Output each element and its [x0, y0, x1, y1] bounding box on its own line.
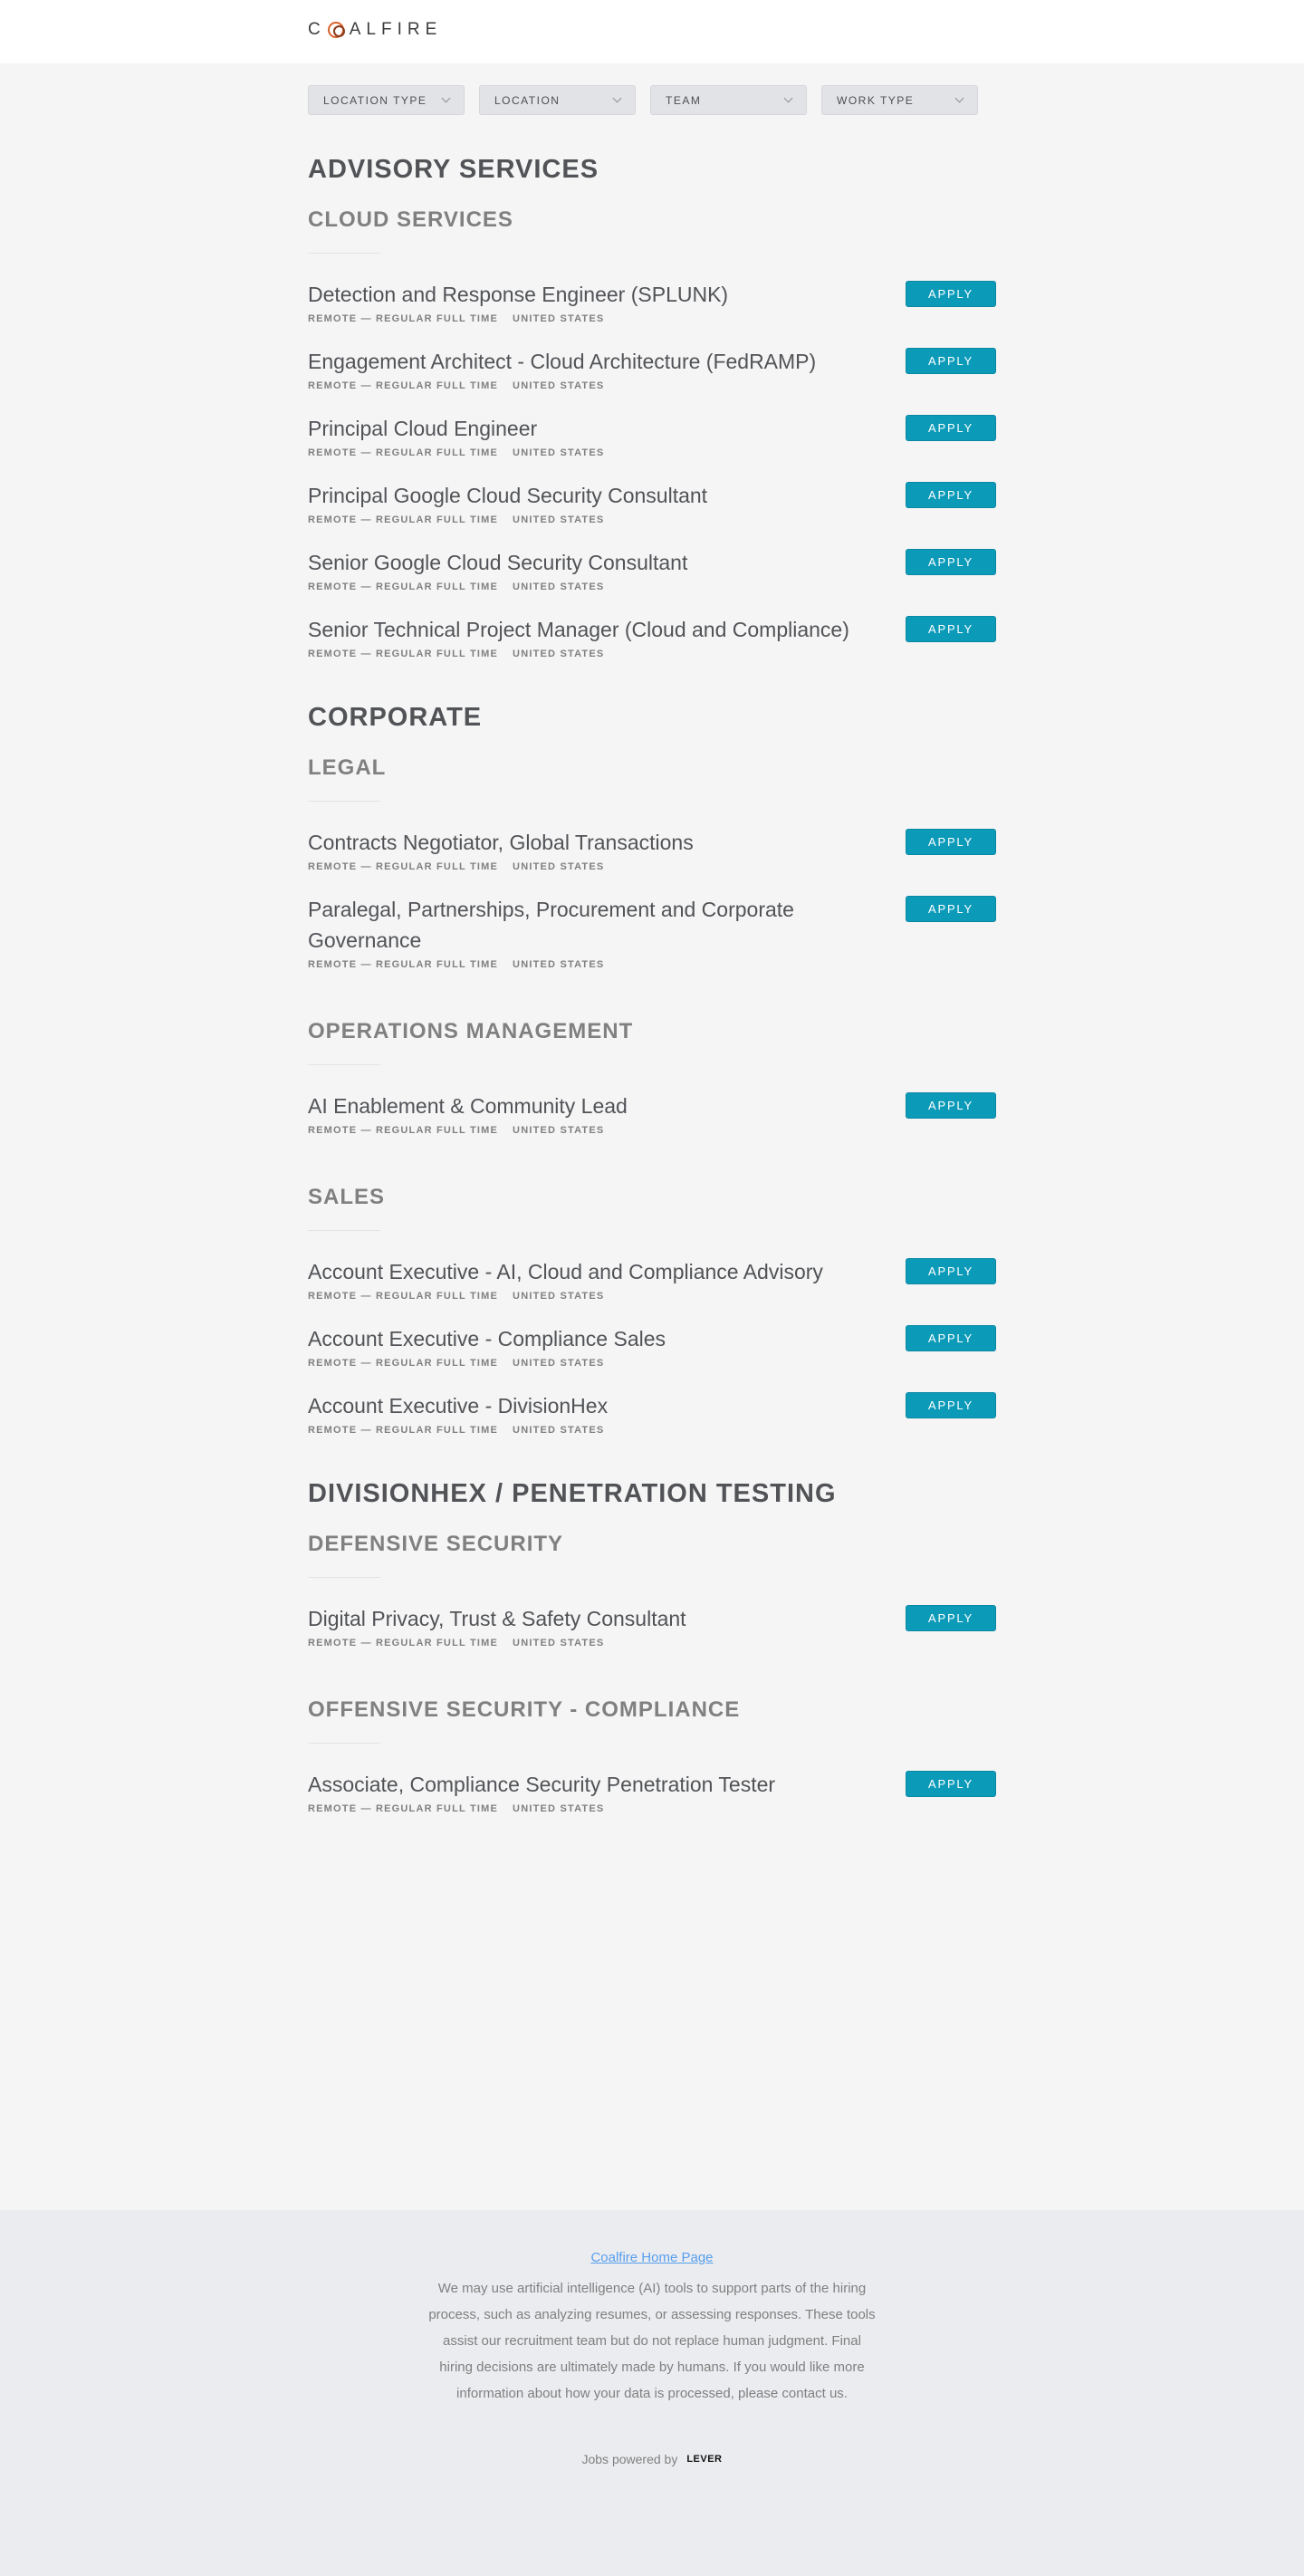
posting-location: UNITED STATES [513, 1638, 605, 1648]
page-header [0, 0, 1304, 63]
page-footer [0, 2210, 1304, 2576]
divider [308, 1743, 380, 1744]
team-heading: SALES [308, 1185, 386, 1209]
posting [308, 894, 996, 970]
posting-title[interactable]: Account Executive - DivisionHex [308, 1394, 609, 1418]
posting [308, 413, 996, 458]
apply-button[interactable]: APPLY [906, 1258, 996, 1284]
department-heading: CORPORATE [308, 703, 483, 732]
filter-label: TEAM [666, 93, 702, 107]
team-heading: LEGAL [308, 755, 387, 780]
lever-logo[interactable]: LEVER [686, 2454, 723, 2465]
posting-commitment: REMOTE — REGULAR FULL TIME [308, 1638, 499, 1648]
posting [308, 1256, 996, 1302]
posting-title[interactable]: Account Executive - Compliance Sales [308, 1327, 666, 1350]
logo-text-start: C [308, 20, 326, 39]
posting-location: UNITED STATES [513, 649, 605, 659]
apply-button[interactable]: APPLY [906, 482, 996, 508]
ai-disclaimer: We may use artificial intelligence (AI) tools to support parts of the hiring process, such as analyzing resumes, or assessing responses. These tools assist our recruitment team but do not replace human judgment. Final hiring decisions are ultimately made by humans. If you would like more information about how your data is processed, please contact us. [428, 2281, 876, 2401]
posting [308, 1091, 996, 1136]
filter-bar [308, 63, 996, 115]
filter-work-type[interactable] [821, 85, 978, 115]
posting-commitment: REMOTE — REGULAR FULL TIME [308, 1291, 499, 1302]
filter-location[interactable] [479, 85, 636, 115]
posting-commitment: REMOTE — REGULAR FULL TIME [308, 313, 499, 324]
posting-title[interactable]: Account Executive - AI, Cloud and Compliance Advisory [308, 1260, 823, 1283]
posting-meta [308, 1803, 996, 1814]
posting-meta [308, 1425, 996, 1436]
posting-title[interactable]: Detection and Response Engineer (SPLUNK) [308, 283, 729, 306]
posting-commitment: REMOTE — REGULAR FULL TIME [308, 582, 499, 592]
chevron-down-icon [784, 94, 793, 103]
posting-location: UNITED STATES [513, 582, 605, 592]
filter-label: LOCATION TYPE [323, 93, 427, 107]
team-heading: DEFENSIVE SECURITY [308, 1532, 564, 1556]
posting-commitment: REMOTE — REGULAR FULL TIME [308, 861, 499, 872]
divider [308, 801, 380, 802]
filter-team[interactable] [650, 85, 807, 115]
posting-title[interactable]: Associate, Compliance Security Penetration Tester [308, 1773, 776, 1796]
posting [308, 1390, 996, 1436]
apply-button[interactable]: APPLY [906, 1605, 996, 1631]
posting-meta [308, 649, 996, 659]
posting-title[interactable]: Paralegal, Partnerships, Procurement and Corporate Governance [308, 898, 794, 952]
posting-location: UNITED STATES [513, 514, 605, 525]
team-heading: OFFENSIVE SECURITY - COMPLIANCE [308, 1697, 741, 1722]
apply-button[interactable]: APPLY [906, 1092, 996, 1119]
divider [308, 253, 380, 254]
posting-meta [308, 1125, 996, 1136]
posting-location: UNITED STATES [513, 447, 605, 458]
posting-title[interactable]: Principal Google Cloud Security Consultant [308, 484, 708, 507]
posting [308, 346, 996, 391]
posting-location: UNITED STATES [513, 1358, 605, 1369]
posting-meta [308, 1638, 996, 1648]
apply-button[interactable]: APPLY [906, 1392, 996, 1418]
chevron-down-icon [955, 94, 964, 103]
team-heading: OPERATIONS MANAGEMENT [308, 1019, 634, 1043]
posting-commitment: REMOTE — REGULAR FULL TIME [308, 1803, 499, 1814]
apply-button[interactable]: APPLY [906, 415, 996, 441]
posting [308, 279, 996, 324]
posting-commitment: REMOTE — REGULAR FULL TIME [308, 380, 499, 391]
apply-button[interactable]: APPLY [906, 348, 996, 374]
filter-label: WORK TYPE [837, 93, 915, 107]
posting-meta [308, 514, 996, 525]
posting-title[interactable]: Senior Google Cloud Security Consultant [308, 551, 688, 574]
posting-commitment: REMOTE — REGULAR FULL TIME [308, 514, 499, 525]
posting-meta [308, 861, 996, 872]
posting-location: UNITED STATES [513, 1125, 605, 1136]
divider [308, 1230, 380, 1231]
posting-meta [308, 380, 996, 391]
department-heading: ADVISORY SERVICES [308, 155, 599, 184]
posting-meta [308, 313, 996, 324]
posting-title[interactable]: Digital Privacy, Trust & Safety Consultant [308, 1607, 686, 1630]
posting-location: UNITED STATES [513, 1425, 605, 1436]
filter-label: LOCATION [494, 93, 561, 107]
posting-meta [308, 1291, 996, 1302]
posting-commitment: REMOTE — REGULAR FULL TIME [308, 1425, 499, 1436]
postings-container [308, 63, 996, 1814]
posting-commitment: REMOTE — REGULAR FULL TIME [308, 959, 499, 970]
posting-meta [308, 582, 996, 592]
posting [308, 1603, 996, 1648]
chevron-down-icon [442, 94, 451, 103]
filter-location-type[interactable] [308, 85, 465, 115]
posting-commitment: REMOTE — REGULAR FULL TIME [308, 1125, 499, 1136]
posting-location: UNITED STATES [513, 861, 605, 872]
posting-commitment: REMOTE — REGULAR FULL TIME [308, 649, 499, 659]
posting-meta [308, 959, 996, 970]
department-heading: DIVISIONHEX / PENETRATION TESTING [308, 1479, 837, 1508]
posting-title[interactable]: AI Enablement & Community Lead [308, 1094, 628, 1118]
logo-ring-icon [328, 22, 344, 38]
apply-button[interactable]: APPLY [906, 281, 996, 307]
posting-location: UNITED STATES [513, 959, 605, 970]
posting [308, 827, 996, 872]
posting-meta [308, 1358, 996, 1369]
posting-commitment: REMOTE — REGULAR FULL TIME [308, 447, 499, 458]
posting [308, 1769, 996, 1814]
chevron-down-icon [613, 94, 622, 103]
posting-title[interactable]: Senior Technical Project Manager (Cloud and Compliance) [308, 618, 849, 641]
posting-location: UNITED STATES [513, 313, 605, 324]
posting-title[interactable]: Engagement Architect - Cloud Architecture (FedRAMP) [308, 350, 817, 373]
apply-button[interactable]: APPLY [906, 616, 996, 642]
apply-button[interactable]: APPLY [906, 1771, 996, 1797]
powered-by-text: Jobs powered by [581, 2452, 678, 2466]
posting-title[interactable]: Principal Cloud Engineer [308, 417, 538, 440]
posting-commitment: REMOTE — REGULAR FULL TIME [308, 1358, 499, 1369]
apply-button[interactable]: APPLY [906, 1325, 996, 1351]
apply-button[interactable]: APPLY [906, 829, 996, 855]
posting-location: UNITED STATES [513, 380, 605, 391]
apply-button[interactable]: APPLY [906, 549, 996, 575]
posting-meta [308, 447, 996, 458]
divider [308, 1064, 380, 1065]
coalfire-logo[interactable] [308, 20, 442, 40]
posting [308, 1323, 996, 1369]
posting [308, 614, 996, 659]
powered-by [0, 2452, 1304, 2466]
apply-button[interactable]: APPLY [906, 896, 996, 922]
posting-location: UNITED STATES [513, 1291, 605, 1302]
logo-text-end: ALFIRE [349, 20, 443, 39]
posting [308, 547, 996, 592]
posting-location: UNITED STATES [513, 1803, 605, 1814]
posting-title[interactable]: Contracts Negotiator, Global Transactions [308, 831, 694, 854]
divider [308, 1577, 380, 1578]
team-heading: CLOUD SERVICES [308, 207, 513, 232]
posting [308, 480, 996, 525]
coalfire-home-link[interactable]: Coalfire Home Page [590, 2250, 714, 2265]
